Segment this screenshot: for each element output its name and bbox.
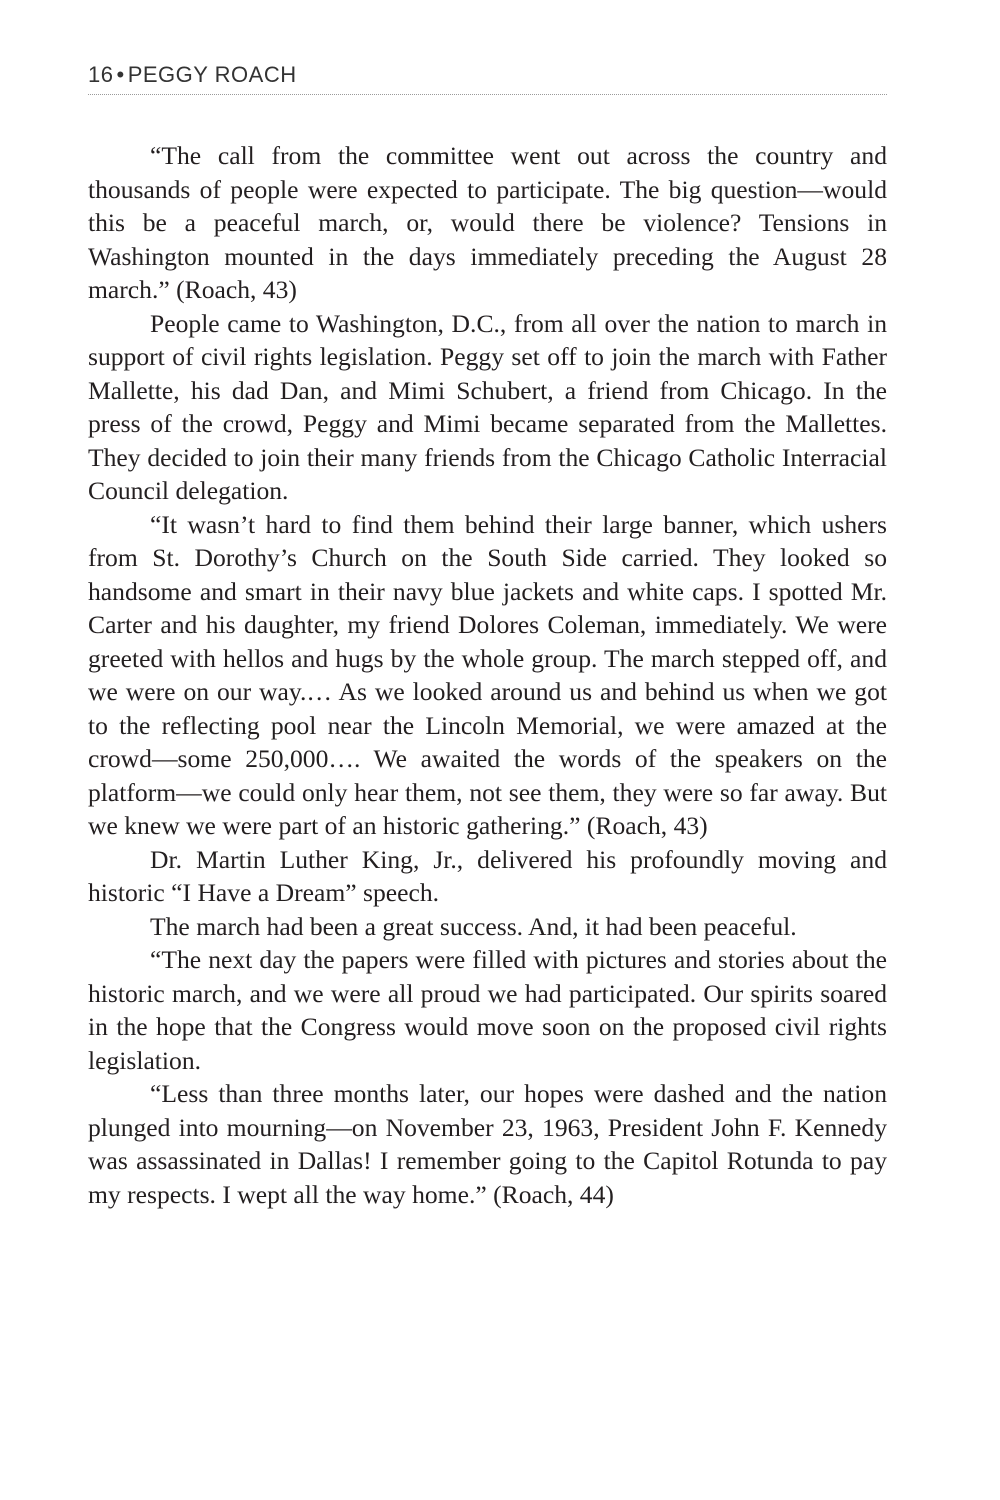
- running-header: [88, 60, 887, 95]
- body-text: [88, 139, 887, 1211]
- page-number: 16: [88, 62, 114, 87]
- paragraph-people-came: People came to Washington, D.C., from all over the nation to march in support of civil rights legislation. Peggy set off to join the march with Father Mallette, his dad Dan, and Mimi Schubert, a friend from Chicago. In the press of the crowd, Peggy and Mimi became separated from the Mallettes. They decided to join their many friends from the Chicago Catholic Interracial Council delegation.: [88, 308, 887, 505]
- header-separator: •: [116, 62, 125, 87]
- paragraph-march-success: The march had been a great success. And, it had been peaceful.: [150, 911, 797, 941]
- paragraph-king-speech: Dr. Martin Luther King, Jr., delivered his profoundly moving and historic “I Have a Dream” speech.: [88, 844, 887, 907]
- book-page: [88, 60, 887, 1211]
- paragraph-committee-call: “The call from the committee went out across the country and thousands of people were expected to participate. The big question—would this be a peaceful march, or, would there be violence? Tensions in Washington mounted in the days immediately preceding the August 28 march.” (Roach, 43): [88, 141, 887, 304]
- book-title: PEGGY ROACH: [127, 62, 297, 87]
- paragraph-next-day: “The next day the papers were filled with pictures and stories about the historic march, and we were all proud we had participated. Our spirits soared in the hope that the Congress would move soon on the proposed civil rights legislation.: [88, 945, 887, 1075]
- paragraph-kennedy: “Less than three months later, our hopes were dashed and the nation plunged into mourning—on November 23, 1963, President John F. Kennedy was assassinated in Dallas! I remember going to the Capitol Rotunda to pay my respects. I wept all the way home.” (Roach, 44): [88, 1079, 887, 1209]
- paragraph-banner-crowd: “It wasn’t hard to find them behind their large banner, which ushers from St. Dorothy’s Church on the South Side carried. They looked so handsome and smart in their navy blue jackets and white caps. I spotted Mr. Carter and his daughter, my friend Dolores Coleman, immediately. We were greeted with hellos and hugs by the whole group. The march stepped off, and we were on our way.… As we looked around us and behind us when we got to the reflecting pool near the Lincoln Memorial, we were amazed at the crowd—some 250,000…. We awaited the words of the speakers on the platform—we could only hear them, not see them, they were so far away. But we knew we were part of an historic gathering.” (Roach, 43): [88, 509, 887, 840]
